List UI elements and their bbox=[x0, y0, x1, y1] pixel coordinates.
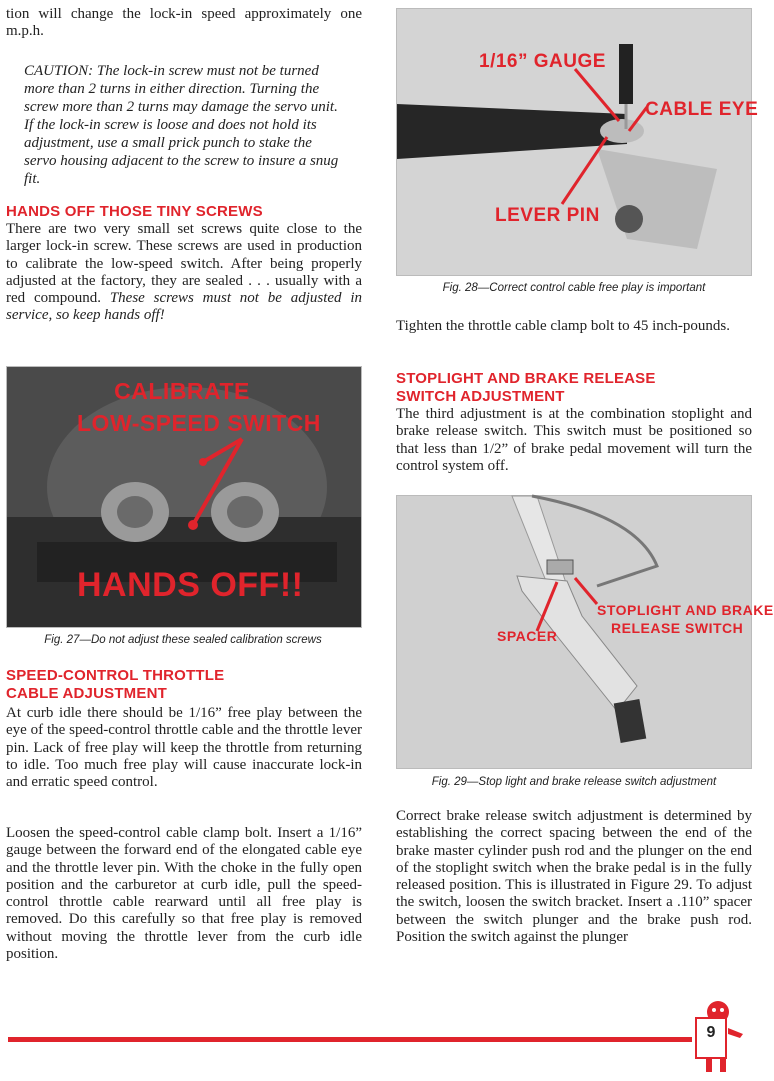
caution-paragraph: CAUTION: The lock-in screw must not be turned more than 2 turns in either direction. Turning the screw more than 2 turns may damage the servo unit. If the lock-in screw is loose and does not hold its adjustment, use a small prick punch to stake the servo housing adjacent to the screw to insure a snug fit. bbox=[24, 63, 339, 187]
stoplight-paragraph: The third adjustment is at the combination stoplight and brake release switch. This switch must be positioned so that less than 1/2” of brake pedal movement will turn the control system off. bbox=[396, 406, 752, 474]
throttle-paragraph-1: At curb idle there should be 1/16” free play between the eye of the speed-control throttle cable and the throttle lever pin. Lack of free play will keep the throttle from returning to idle. Too much free play will cause inaccurate lock-in and erratic speed control. bbox=[6, 705, 362, 791]
fig29-label-switch-2: RELEASE SWITCH bbox=[611, 620, 744, 636]
fig28-label-lever-pin: LEVER PIN bbox=[495, 205, 600, 226]
tiny-screws-warning: These screws must not be adjusted in service, so keep hands off! bbox=[6, 290, 363, 324]
page-number: 9 bbox=[706, 1024, 716, 1041]
fig29-label-switch-1: STOPLIGHT AND BRAKE bbox=[597, 602, 774, 618]
fig28-label-gauge: 1/16” GAUGE bbox=[479, 51, 606, 72]
heading-tiny-screws: HANDS OFF THOSE TINY SCREWS bbox=[6, 203, 263, 220]
fig29-caption: Fig. 29—Stop light and brake release switch adjustment bbox=[431, 776, 717, 788]
brake-paragraph: Correct brake release switch adjustment is determined by establishing the correct spacing between the end of the brake master cylinder push rod and the plunger on the end of the stoplight switch when the brake pedal is in the fully released position. This is illustrated in Figure 29. To adjust the switch, loosen the switch bracket. Insert a .110” spacer between the switch plunger and the brake push rod. Position the switch against the plunger bbox=[396, 808, 752, 946]
fig29-label-spacer: SPACER bbox=[497, 628, 558, 644]
fig27-label-calibrate: CALIBRATE bbox=[114, 378, 250, 404]
fig27-photo bbox=[6, 366, 362, 628]
tighten-paragraph: Tighten the throttle cable clamp bolt to 45 inch-pounds. bbox=[396, 318, 730, 334]
fig28-photo bbox=[396, 8, 759, 276]
tiny-screws-paragraph bbox=[6, 221, 362, 325]
tiny-screws-text: There are two very small set screws quite close to the larger lock-in screw. These screws are used in production to calibrate the low-speed switch. After being properly adjusted at the factory, they are sealed . . . usually with a red compound. bbox=[6, 221, 362, 307]
tiny-screws-section bbox=[6, 221, 362, 325]
fig27-caption: Fig. 27—Do not adjust these sealed calibration screws bbox=[44, 634, 322, 646]
mascot-icon bbox=[688, 998, 748, 1076]
heading-stoplight-1: STOPLIGHT AND BRAKE RELEASE bbox=[396, 370, 656, 387]
fig28-label-cable-eye: CABLE EYE bbox=[645, 99, 759, 120]
heading-throttle-1: SPEED-CONTROL THROTTLE bbox=[6, 667, 225, 684]
intro-paragraph: tion will change the lock-in speed approximately one m.p.h. bbox=[6, 6, 362, 40]
fig27-label-hands-off: HANDS OFF!! bbox=[77, 566, 304, 604]
fig28-illustration bbox=[397, 9, 751, 275]
fig27-label-low-speed: LOW-SPEED SWITCH bbox=[77, 410, 321, 436]
fig29-photo bbox=[396, 495, 774, 769]
throttle-paragraph-2: Loosen the speed-control cable clamp bolt. Insert a 1/16” gauge between the forward end of the elongated cable eye and the throttle lever pin. With the choke in the fully open position and the carburetor at curb idle, pull the speed-control throttle cable rearward until all free play is removed. Do this carefully so that free play is removed without moving the throttle lever from the curb idle position. bbox=[6, 825, 362, 963]
footer-rule bbox=[8, 1037, 692, 1042]
heading-stoplight-2: SWITCH ADJUSTMENT bbox=[396, 388, 565, 405]
heading-throttle-2: CABLE ADJUSTMENT bbox=[6, 685, 167, 702]
fig28-caption: Fig. 28—Correct control cable free play is important bbox=[442, 282, 706, 294]
